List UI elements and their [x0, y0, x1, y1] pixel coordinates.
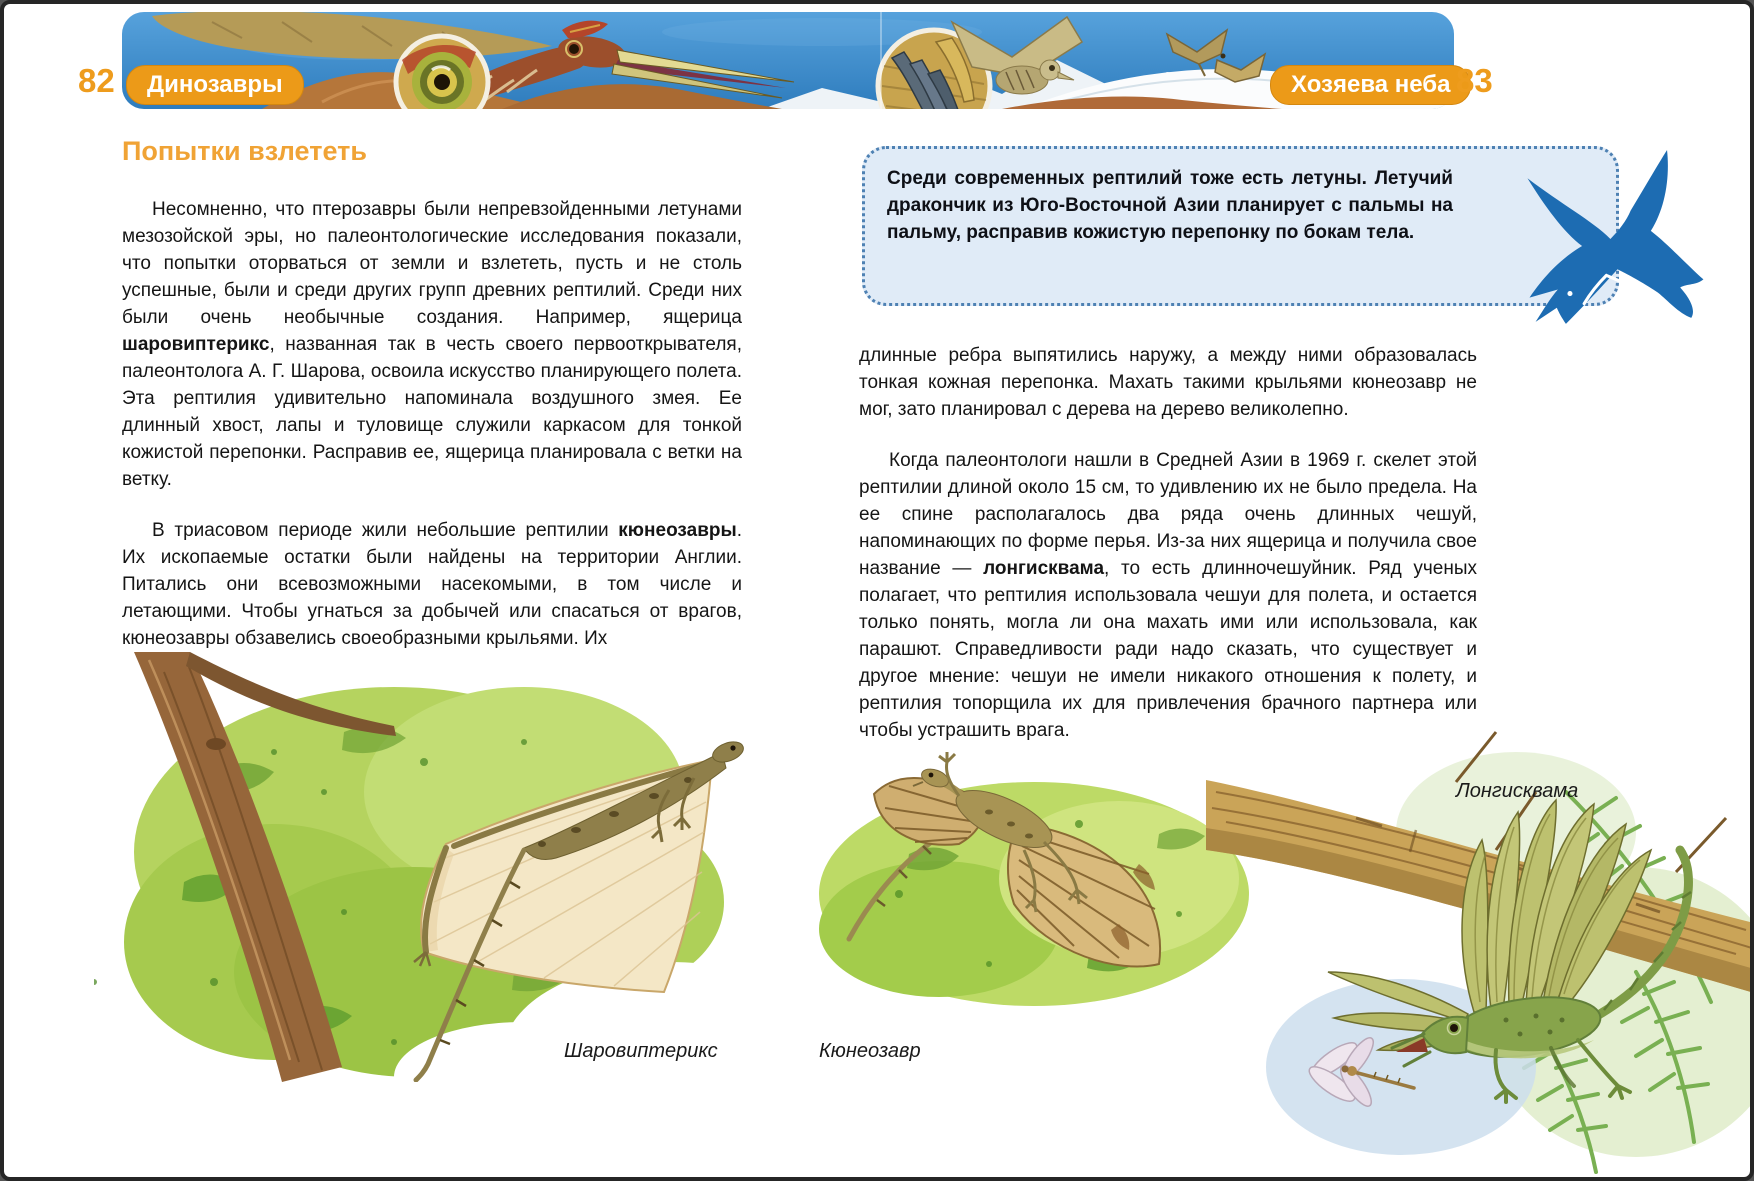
sharovipteryx-illustration	[94, 652, 749, 1082]
section-badge-sky-masters: Хозяева неба	[1270, 65, 1471, 105]
fact-callout-box	[862, 146, 1619, 306]
left-text-column	[122, 196, 742, 676]
callout-text: Среди современных рептилий тоже есть летуны. Летучий дракончик из Юго-Восточной Азии планирует с пальмы на пальму, расправив кожистую перепонку по бокам тела.	[887, 168, 1453, 243]
paragraph: Когда палеонтологи нашли в Средней Азии в 1969 г. скелет этой рептилии длиной около 15 см, то удивлению их не было предела. На ее спине располагалось два ряда очень длинных чешуй, напоминающих по форме перья. Из-за них ящерица и получила свое название — лонгисквама, то есть длинночешуйник. Ряд ученых полагает, что рептилия использовала чешуи для полета, и остается только понять, могла ли она махать ими или использовала, как парашют. Справедливости ради надо сказать, что существует и другое мнение: чешуи не имели никакого отношения к полету, и рептилия топорщила их для привлечения брачного партнера или чтобы устрашить врага.	[859, 450, 1477, 741]
caption-sharovipteryx: Шаровиптерикс	[564, 1040, 718, 1062]
pterosaur-silhouette-icon	[1516, 150, 1721, 332]
page-gutter-line	[880, 12, 882, 109]
paragraph: Несомненно, что птерозавры были непревзойденными летунами мезозойской эры, но палеонтологические исследования показали, что попытки оторваться от земли и взлететь, пусть и не столь успешные, были и среди других групп древних рептилий. Среди них были очень необычные создания. Например, ящерица шаровиптерикс, названная так в честь своего первооткрывателя, палеонтолога А. Г. Шарова, освоила искусство планирующего полета. Эта рептилия удивительно напоминала воздушного змея. Ее длинный хвост, лапы и туловище служили каркасом для тонкой кожистой перепонки. Расправив ее, ящерица планировала с ветки на ветку.	[122, 199, 742, 490]
page-number-right: 83	[1456, 62, 1493, 99]
paragraph: длинные ребра выпятились наружу, а между ними образовалась тонкая кожная перепонка. Махать такими крыльями кюнеозавр не мог, зато планировал с дерева на дерево великолепно.	[859, 345, 1477, 420]
header-banner-illustration	[122, 12, 1454, 109]
eye-inset-icon	[396, 36, 488, 109]
banner-scene	[122, 12, 1454, 109]
caption-kuehneosaurus: Кюнеозавр	[819, 1040, 921, 1062]
page-title: Попытки взлететь	[122, 136, 367, 166]
caption-longisquama: Лонгисквама	[1456, 780, 1579, 802]
paragraph: В триасовом периоде жили небольшие рептилии кюнеозавры. Их ископаемые остатки были найдены на территории Англии. Питались они всевозможными насекомыми, в том числе и летающими. Чтобы угнаться за добычей или спасаться от врагов, кюнеозавры обзавелись своеобразными крыльями. Их	[122, 520, 742, 649]
section-badge-dinosaurs: Динозавры	[126, 65, 304, 105]
page-number-left: 82	[78, 62, 115, 99]
right-text-column	[859, 342, 1477, 768]
